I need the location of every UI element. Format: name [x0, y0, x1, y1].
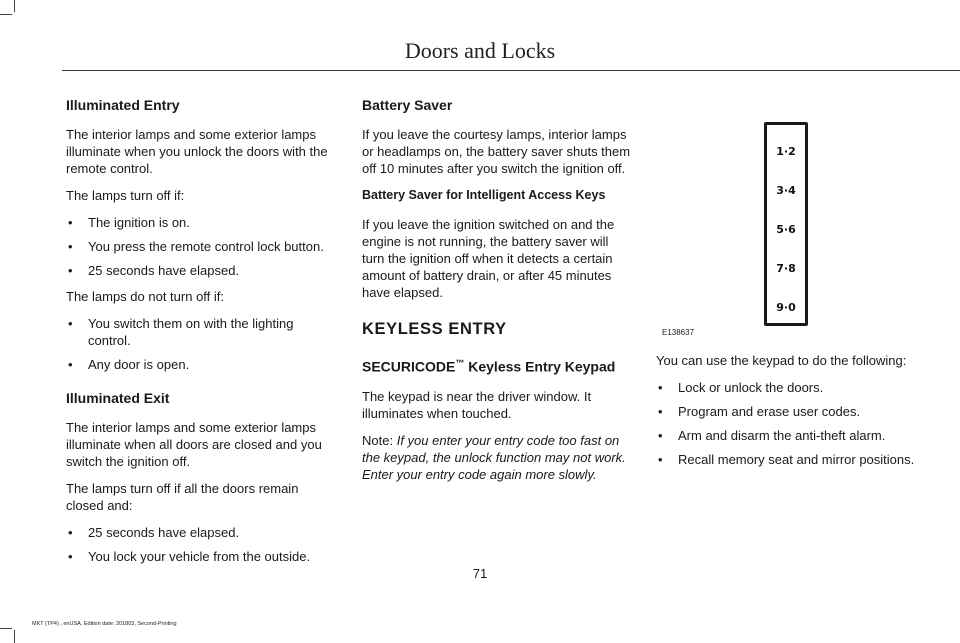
paragraph: If you leave the ignition switched on and the engine is not running, the battery saver will turn the ignition off when it detects a certain amount of battery drain, or after 45 minutes have elapsed. [362, 217, 615, 300]
section-heading-illuminated-exit: Illuminated Exit [66, 390, 170, 406]
list-item: • Arm and disarm the anti-theft alarm. [656, 427, 946, 444]
bullet-list [66, 214, 338, 279]
list-item: • Program and erase user codes. [656, 403, 946, 420]
keypad-button-label: 5·6 [776, 223, 796, 236]
note-label: Note: [362, 432, 394, 448]
crop-mark [14, 0, 15, 12]
page-number: 71 [472, 566, 488, 581]
list-item: • 25 seconds have elapsed. [66, 524, 338, 541]
paragraph: If you leave the courtesy lamps, interior lamps or headlamps on, the battery saver shuts them off 10 minutes after you switch the ignition off. [362, 127, 631, 176]
note-text: If you enter your entry code too fast on the keypad, the unlock function may not work. Enter your entry code again more slowly. [362, 432, 626, 482]
note [362, 432, 634, 483]
list-item: • 25 seconds have elapsed. [66, 262, 338, 279]
chapter-heading-keyless-entry: KEYLESS ENTRY [362, 320, 507, 338]
column-left [66, 96, 338, 574]
bullet-list [656, 379, 946, 468]
keypad-illustration [656, 118, 946, 340]
paragraph: You can use the keypad to do the following: [656, 353, 907, 368]
column-middle [362, 96, 634, 493]
list-item: • You switch them on with the lighting control. [66, 315, 338, 349]
bullet-list [66, 315, 338, 373]
keypad-button-label: 3·4 [776, 184, 796, 197]
paragraph: The interior lamps and some exterior lamps illuminate when all doors are closed and you switch the ignition off. [66, 420, 322, 469]
column-right [656, 352, 946, 477]
section-heading-illuminated-entry: Illuminated Entry [66, 97, 180, 113]
keypad-icon [764, 122, 808, 326]
list-item: • Any door is open. [66, 356, 338, 373]
list-item: • You lock your vehicle from the outside. [66, 548, 338, 565]
paragraph: The lamps do not turn off if: [66, 289, 225, 304]
crop-mark [14, 630, 15, 643]
list-item: • Recall memory seat and mirror positions. [656, 451, 946, 468]
list-item: • You press the remote control lock button. [66, 238, 338, 255]
list-item: • Lock or unlock the doors. [656, 379, 946, 396]
bullet-list [66, 524, 338, 565]
paragraph: The lamps turn off if: [66, 188, 185, 203]
keypad-button-label: 7·8 [776, 262, 796, 275]
header-divider [62, 70, 960, 71]
keypad-button-label: 1·2 [776, 145, 796, 158]
subheading-intelligent-access: Battery Saver for Intelligent Access Keys [362, 188, 606, 202]
section-heading-keypad: SECURICODE™ Keyless Entry Keypad [362, 358, 616, 375]
page-title: Doors and Locks [404, 38, 556, 63]
crop-mark [0, 628, 12, 629]
paragraph: The keypad is near the driver window. It illuminates when touched. [362, 388, 592, 421]
crop-mark [0, 14, 12, 15]
trademark-symbol: ™ [455, 358, 465, 368]
paragraph: The lamps turn off if all the doors remain closed and: [66, 481, 299, 513]
keypad-button-label: 9·0 [776, 301, 796, 314]
section-heading-battery-saver: Battery Saver [362, 97, 453, 113]
footer-edition: MKT (TP4) , enUSA, Edition date: 201803, Second-Printing [32, 621, 177, 627]
paragraph: The interior lamps and some exterior lamps illuminate when you unlock the doors with the remote control. [66, 127, 328, 176]
figure-id: E138637 [662, 328, 695, 337]
list-item: • The ignition is on. [66, 214, 338, 231]
